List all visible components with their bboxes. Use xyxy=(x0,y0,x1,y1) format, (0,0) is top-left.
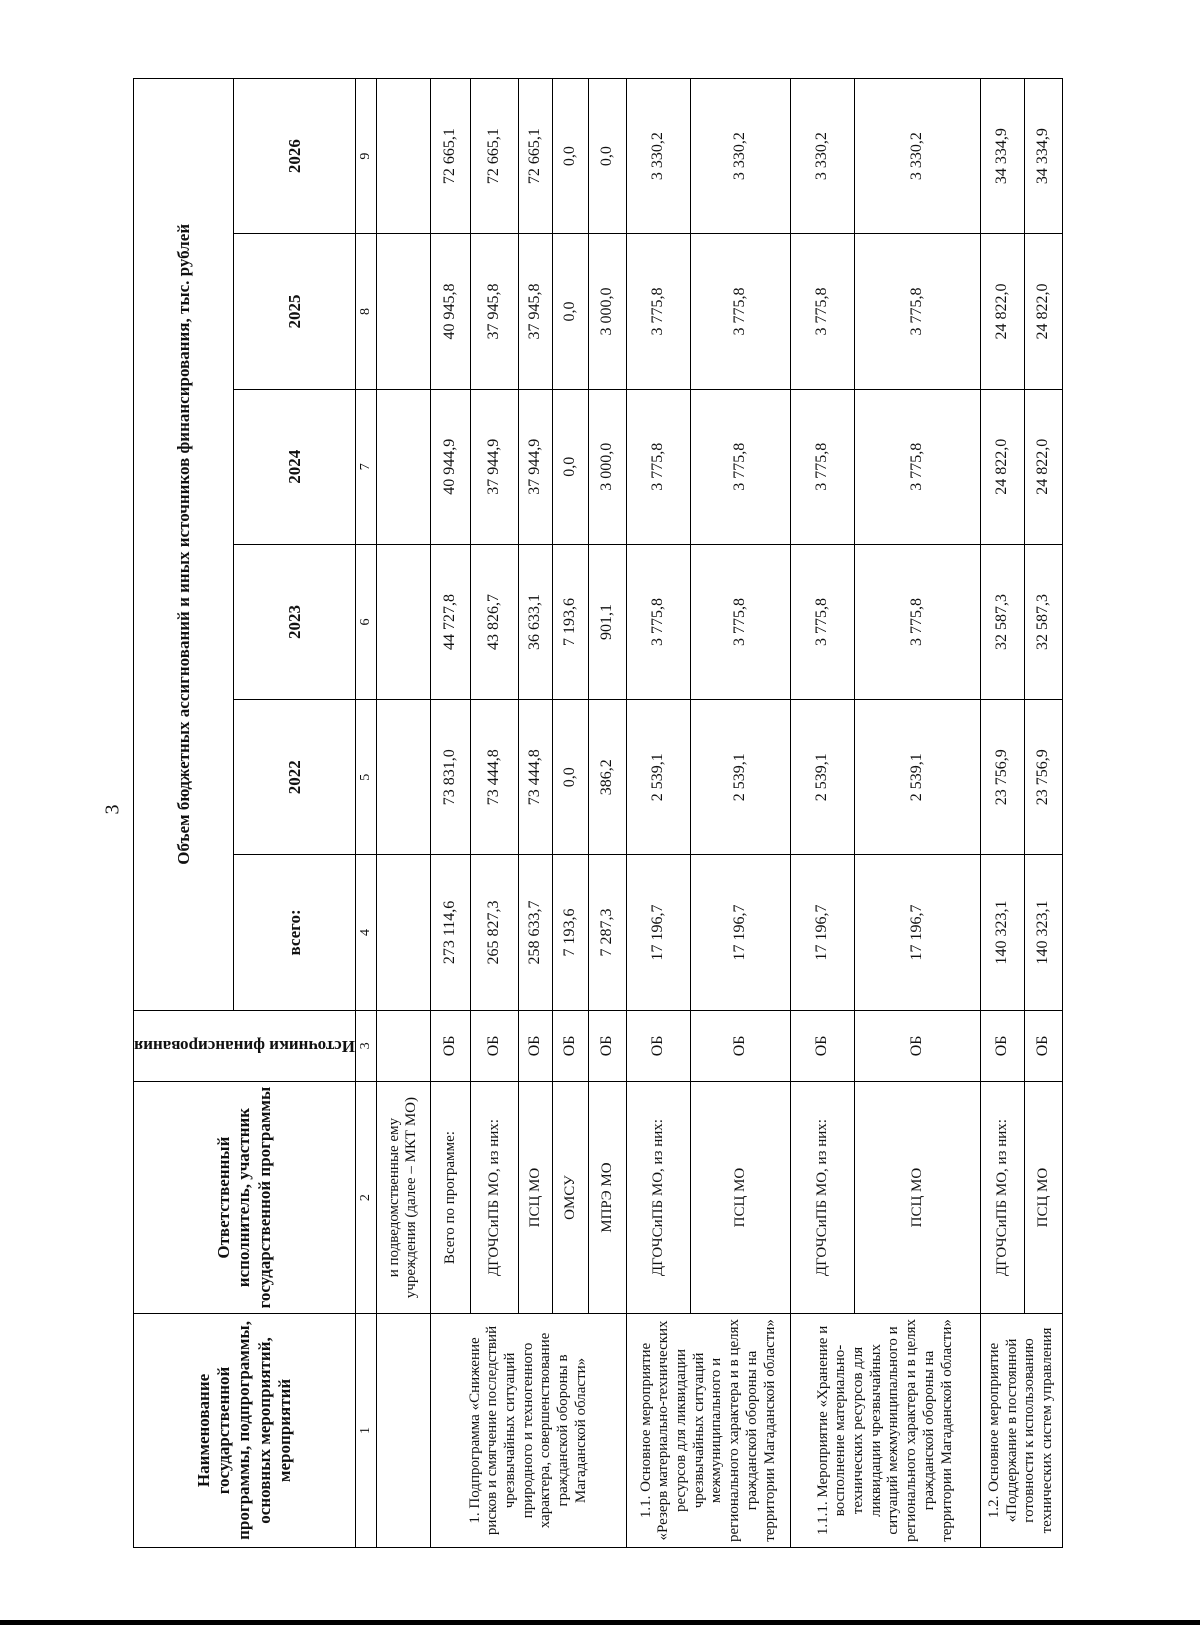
item-name-cell: 1.1.1. Мероприятие «Хранение и восполнение материально-технических ресурсов для ликвидации чрезвычайных ситуаций межмуниципального и регионального характера и в целях гражданской обороны на территории Магаданской области» xyxy=(790,1313,980,1547)
header-year-2025: 2025 xyxy=(234,234,356,389)
executor-cell: ОМСУ xyxy=(552,1082,588,1314)
year-value-cell: 24 822,0 xyxy=(980,234,1024,389)
rotated-table-wrapper xyxy=(133,78,1056,1548)
year-value-cell: 3 775,8 xyxy=(854,544,980,699)
year-value-cell: 37 944,9 xyxy=(470,389,518,544)
header-year-2024: 2024 xyxy=(234,389,356,544)
year-value-cell: 73 444,8 xyxy=(470,700,518,855)
year-value-cell: 0,0 xyxy=(552,234,588,389)
year-value-cell: 3 330,2 xyxy=(854,79,980,234)
year-value-cell: 34 334,9 xyxy=(980,79,1024,234)
continuation-empty-cell xyxy=(376,855,430,1010)
year-value-cell: 3 775,8 xyxy=(626,389,690,544)
total-value-cell: 140 323,1 xyxy=(1024,855,1062,1010)
header-volume: Объем бюджетных ассигнований и иных источников финансирования, тыс. рублей xyxy=(134,79,234,1011)
colnum-cell: 6 xyxy=(355,544,376,699)
year-value-cell: 24 822,0 xyxy=(1024,234,1062,389)
year-value-cell: 40 945,8 xyxy=(430,234,470,389)
header-source-label: Источники финансирования xyxy=(134,1036,355,1056)
year-value-cell: 3 000,0 xyxy=(588,234,626,389)
year-value-cell: 44 727,8 xyxy=(430,544,470,699)
total-value-cell: 17 196,7 xyxy=(626,855,690,1010)
item-name-cell: 1.1. Основное мероприятие «Резерв материально-технических ресурсов для ликвидации чрезвычайных ситуаций межмуниципального и регионального характера и в целях гражданской обороны на территории Магаданской области» xyxy=(626,1313,790,1547)
year-value-cell: 73 444,8 xyxy=(518,700,552,855)
colnum-cell: 1 xyxy=(355,1313,376,1547)
continuation-text: и подведомственные ему учреждения (далее – МКТ МО) xyxy=(376,1082,430,1314)
year-value-cell: 34 334,9 xyxy=(1024,79,1062,234)
source-cell: ОБ xyxy=(790,1010,854,1082)
year-value-cell: 72 665,1 xyxy=(470,79,518,234)
executor-cell: МПРЭ МО xyxy=(588,1082,626,1314)
year-value-cell: 2 539,1 xyxy=(690,700,790,855)
colnum-cell: 4 xyxy=(355,855,376,1010)
page-number: 3 xyxy=(101,804,124,815)
year-value-cell: 3 775,8 xyxy=(690,389,790,544)
year-value-cell: 73 831,0 xyxy=(430,700,470,855)
executor-cell: ПСЦ МО xyxy=(690,1082,790,1314)
year-value-cell: 2 539,1 xyxy=(790,700,854,855)
colnum-cell: 2 xyxy=(355,1082,376,1314)
continuation-row xyxy=(376,79,430,1548)
source-cell: ОБ xyxy=(626,1010,690,1082)
continuation-empty-cell xyxy=(376,234,430,389)
table-row xyxy=(790,79,854,1548)
executor-cell: ПСЦ МО xyxy=(854,1082,980,1314)
year-value-cell: 3 330,2 xyxy=(626,79,690,234)
header-year-2023: 2023 xyxy=(234,544,356,699)
year-value-cell: 24 822,0 xyxy=(1024,389,1062,544)
year-value-cell: 0,0 xyxy=(552,389,588,544)
year-value-cell: 0,0 xyxy=(552,700,588,855)
year-value-cell: 3 330,2 xyxy=(790,79,854,234)
executor-cell: ПСЦ МО xyxy=(518,1082,552,1314)
colnum-cell: 9 xyxy=(355,79,376,234)
colnum-cell: 3 xyxy=(355,1010,376,1082)
source-cell: ОБ xyxy=(518,1010,552,1082)
executor-cell: ДГОЧСиПБ МО, из них: xyxy=(470,1082,518,1314)
source-cell: ОБ xyxy=(470,1010,518,1082)
total-value-cell: 17 196,7 xyxy=(690,855,790,1010)
year-value-cell: 3 775,8 xyxy=(854,234,980,389)
source-cell: ОБ xyxy=(980,1010,1024,1082)
table-row xyxy=(626,79,690,1548)
year-value-cell: 72 665,1 xyxy=(518,79,552,234)
total-value-cell: 258 633,7 xyxy=(518,855,552,1010)
item-name-cell: 1.2. Основное мероприятие «Поддержание в постоянной готовности к использованию технических систем управления xyxy=(980,1313,1062,1547)
header-year-2022: 2022 xyxy=(234,700,356,855)
total-value-cell: 7 193,6 xyxy=(552,855,588,1010)
year-value-cell: 0,0 xyxy=(552,79,588,234)
year-value-cell: 40 944,9 xyxy=(430,389,470,544)
executor-cell: ДГОЧСиПБ МО, из них: xyxy=(980,1082,1024,1314)
year-value-cell: 23 756,9 xyxy=(980,700,1024,855)
total-value-cell: 17 196,7 xyxy=(790,855,854,1010)
header-total: всего: xyxy=(234,855,356,1010)
bottom-rule xyxy=(0,1620,1200,1625)
year-value-cell: 2 539,1 xyxy=(854,700,980,855)
year-value-cell: 32 587,3 xyxy=(1024,544,1062,699)
year-value-cell: 2 539,1 xyxy=(626,700,690,855)
budget-table xyxy=(133,78,1063,1548)
year-value-cell: 3 775,8 xyxy=(854,389,980,544)
colnum-cell: 8 xyxy=(355,234,376,389)
year-value-cell: 24 822,0 xyxy=(980,389,1024,544)
year-value-cell: 3 775,8 xyxy=(626,544,690,699)
year-value-cell: 3 775,8 xyxy=(790,234,854,389)
year-value-cell: 3 775,8 xyxy=(690,234,790,389)
executor-cell: Всего по программе: xyxy=(430,1082,470,1314)
year-value-cell: 36 633,1 xyxy=(518,544,552,699)
year-value-cell: 32 587,3 xyxy=(980,544,1024,699)
header-source xyxy=(134,1010,356,1082)
continuation-empty-cell xyxy=(376,1010,430,1082)
year-value-cell: 3 775,8 xyxy=(690,544,790,699)
source-cell: ОБ xyxy=(552,1010,588,1082)
source-cell: ОБ xyxy=(690,1010,790,1082)
table-row xyxy=(430,79,470,1548)
year-value-cell: 3 775,8 xyxy=(790,389,854,544)
continuation-empty-cell xyxy=(376,544,430,699)
source-cell: ОБ xyxy=(1024,1010,1062,1082)
year-value-cell: 72 665,1 xyxy=(430,79,470,234)
year-value-cell: 3 775,8 xyxy=(626,234,690,389)
source-cell: ОБ xyxy=(430,1010,470,1082)
header-year-2026: 2026 xyxy=(234,79,356,234)
year-value-cell: 43 826,7 xyxy=(470,544,518,699)
total-value-cell: 17 196,7 xyxy=(854,855,980,1010)
source-cell: ОБ xyxy=(588,1010,626,1082)
total-value-cell: 7 287,3 xyxy=(588,855,626,1010)
year-value-cell: 3 330,2 xyxy=(690,79,790,234)
table-row xyxy=(980,79,1024,1548)
continuation-empty-cell xyxy=(376,79,430,234)
total-value-cell: 265 827,3 xyxy=(470,855,518,1010)
year-value-cell: 37 945,8 xyxy=(518,234,552,389)
header-executor: Ответственный исполнитель, участник государственной программы xyxy=(134,1082,356,1314)
year-value-cell: 7 193,6 xyxy=(552,544,588,699)
year-value-cell: 3 775,8 xyxy=(790,544,854,699)
column-number-row xyxy=(355,79,376,1548)
colnum-cell: 5 xyxy=(355,700,376,855)
executor-cell: ДГОЧСиПБ МО, из них: xyxy=(790,1082,854,1314)
executor-cell: ПСЦ МО xyxy=(1024,1082,1062,1314)
total-value-cell: 273 114,6 xyxy=(430,855,470,1010)
total-value-cell: 140 323,1 xyxy=(980,855,1024,1010)
year-value-cell: 37 945,8 xyxy=(470,234,518,389)
year-value-cell: 23 756,9 xyxy=(1024,700,1062,855)
continuation-empty-cell xyxy=(376,1313,430,1547)
continuation-empty-cell xyxy=(376,389,430,544)
year-value-cell: 901,1 xyxy=(588,544,626,699)
continuation-empty-cell xyxy=(376,700,430,855)
colnum-cell: 7 xyxy=(355,389,376,544)
executor-cell: ДГОЧСиПБ МО, из них: xyxy=(626,1082,690,1314)
year-value-cell: 3 000,0 xyxy=(588,389,626,544)
year-value-cell: 386,2 xyxy=(588,700,626,855)
year-value-cell: 37 944,9 xyxy=(518,389,552,544)
header-name: Наименование государственной программы, подпрограммы, основных мероприятий, мероприятий xyxy=(134,1313,356,1547)
source-cell: ОБ xyxy=(854,1010,980,1082)
item-name-cell: 1. Подпрограмма «Снижение рисков и смягчение последствий чрезвычайных ситуаций природного и техногенного характера, совершенствование гражданской обороны в Магаданской области» xyxy=(430,1313,626,1547)
year-value-cell: 0,0 xyxy=(588,79,626,234)
